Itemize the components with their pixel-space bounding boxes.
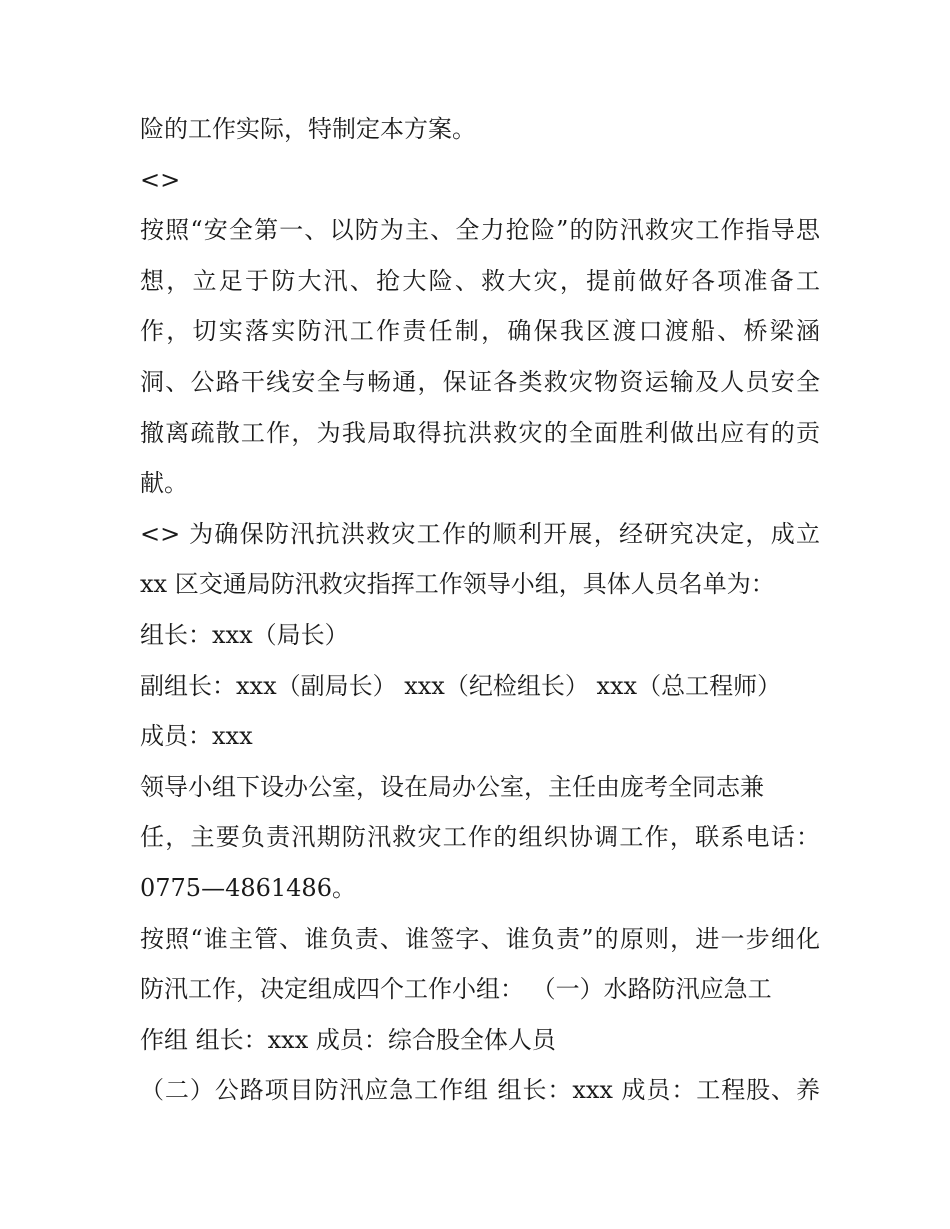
text-line: xx 区交通局防汛救灾指挥工作领导小组，具体人员名单为： <box>140 570 775 599</box>
text-line: 成员：xxx <box>140 722 253 751</box>
text-line: 0775—4861486。 <box>140 873 356 902</box>
text-line: 领导小组下设办公室，设在局办公室，主任由庞考全同志兼 <box>140 772 764 801</box>
text-line: 险的工作实际，特制定本方案。 <box>140 115 476 143</box>
text-line: 想，立足于防大汛、抢大险、救大灾，提前做好各项准备工 <box>140 266 820 295</box>
text-line: 献。 <box>140 469 188 498</box>
document-page <box>140 104 820 1116</box>
text-line: 撤离疏散工作，为我局取得抗洪救灾的全面胜利做出应有的贡 <box>140 418 820 447</box>
text-line: 洞、公路干线安全与畅通，保证各类救灾物资运输及人员安全 <box>140 367 820 396</box>
text-line: 任，主要负责汛期防汛救灾工作的组织协调工作，联系电话： <box>140 823 820 852</box>
text-line: <> 为确保防汛抗洪救灾工作的顺利开展，经研究决定，成立 <box>140 519 820 548</box>
text-line: 组长：xxx（局长） <box>140 620 349 649</box>
text-line: 作组 组长：xxx 成员：综合股全体人员 <box>140 1025 556 1054</box>
text-line: 按照“谁主管、谁负责、谁签字、谁负责”的原则，进一步细化 <box>140 924 820 953</box>
text-line: 作，切实落实防汛工作责任制，确保我区渡口渡船、桥梁涵 <box>140 317 820 346</box>
text-line: 副组长：xxx（副局长） xxx（纪检组长） xxx（总工程师） <box>140 671 782 700</box>
text-line: （二）公路项目防汛应急工作组 组长：xxx 成员：工程股、养 <box>140 1076 820 1105</box>
text-line: 防汛工作，决定组成四个工作小组： （一）水路防汛应急工 <box>140 975 772 1004</box>
text-line: 按照“安全第一、以防为主、全力抢险”的防汛救灾工作指导思 <box>140 216 820 245</box>
text-line: <> <box>140 165 181 194</box>
